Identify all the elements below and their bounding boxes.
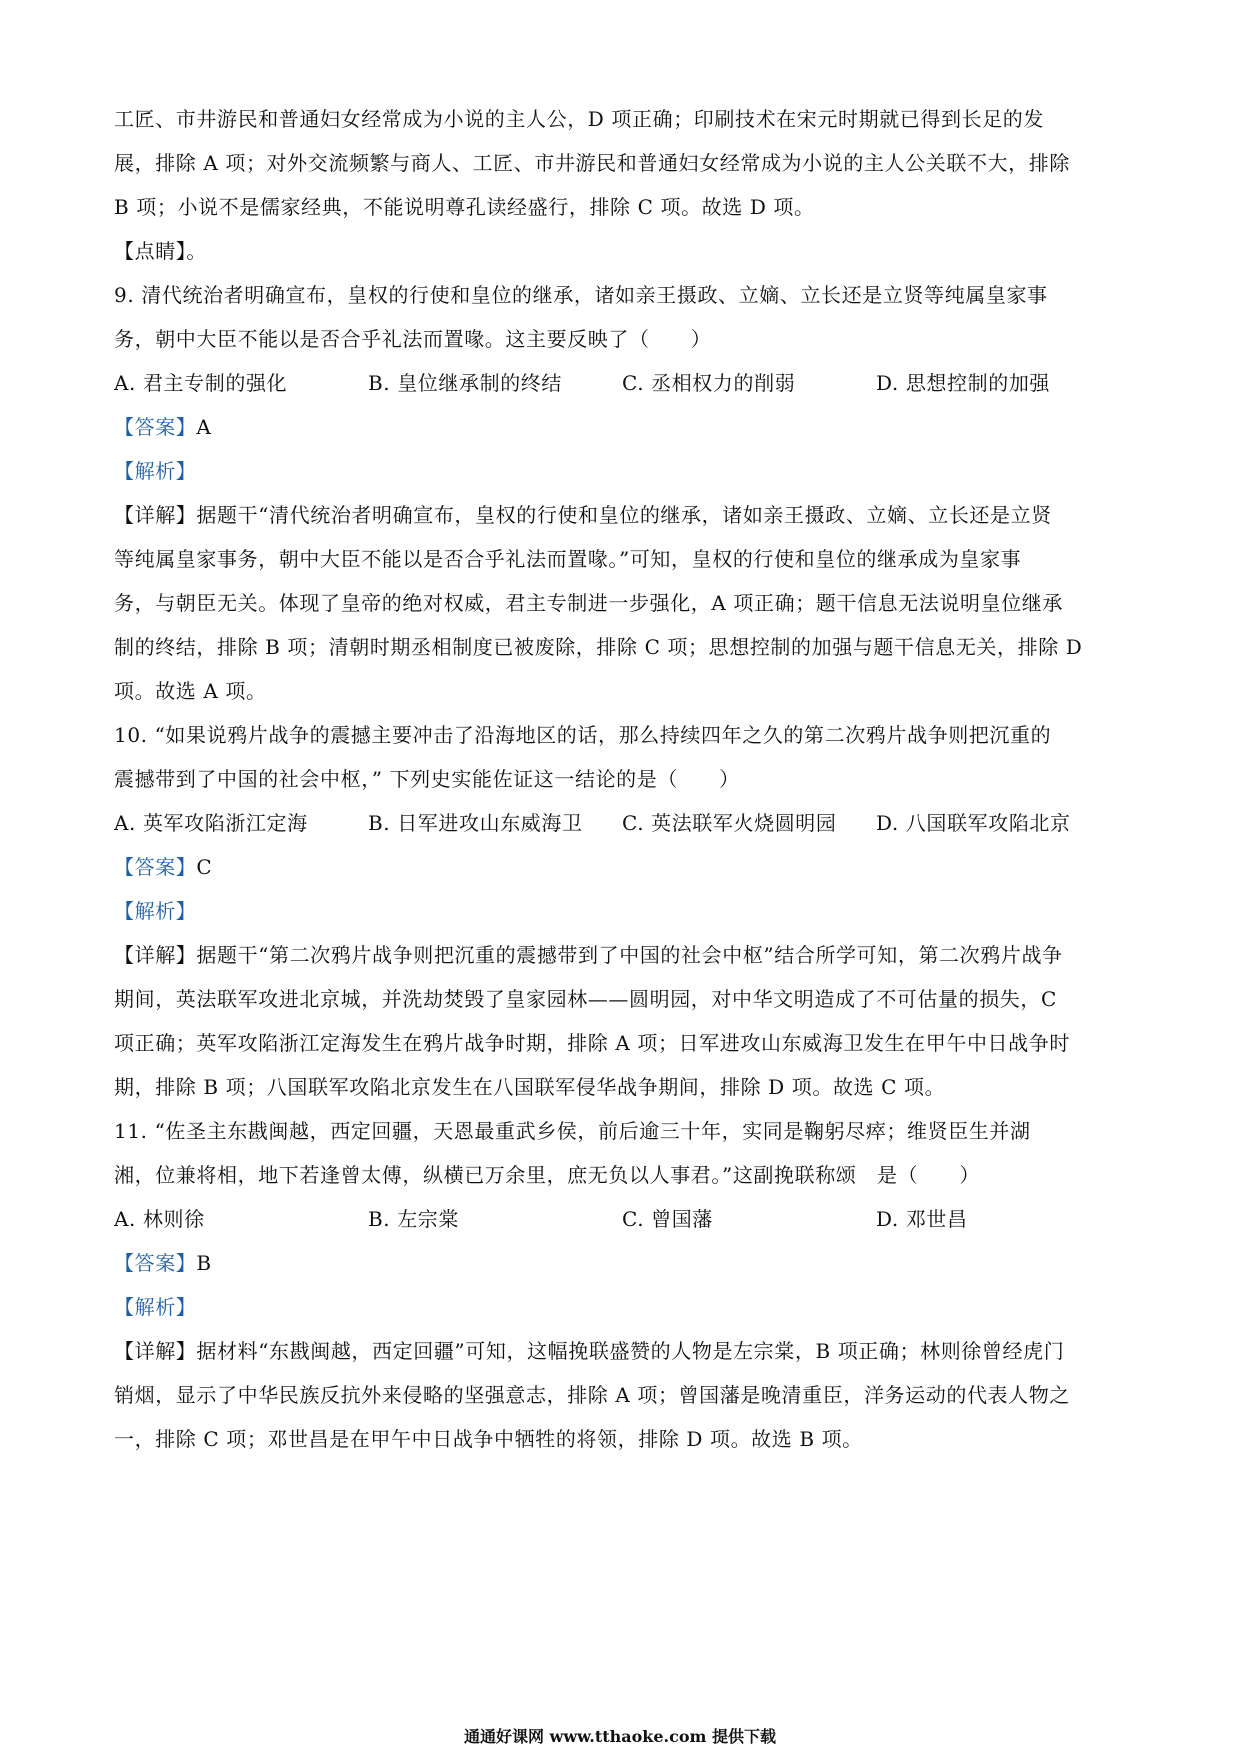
q9-detail-line-1 bbox=[114, 501, 1134, 529]
q11-option-d: D. 邓世昌 bbox=[876, 1207, 968, 1231]
q9-answer-value: A bbox=[196, 415, 212, 439]
detail-label: 【详解】 bbox=[114, 943, 197, 967]
q9-option-d: D. 思想控制的加强 bbox=[876, 371, 1051, 395]
q11-detail-line-2: 销烟，显示了中华民族反抗外来侵略的坚强意志，排除 A 项；曾国藩是晚清重臣，洋务运动的代表人物之 bbox=[114, 1383, 1070, 1407]
q11-stem-line-1: 11. “佐圣主东戡闽越，西定回疆，天恩最重武乡侯，前后逾三十年，实同是鞠躬尽瘁；维贤臣生并湖 bbox=[114, 1119, 1031, 1143]
q10-detail-line-2: 期间，英法联军攻进北京城，并洗劫焚毁了皇家园林——圆明园，对中华文明造成了不可估量的损失，C bbox=[114, 987, 1057, 1011]
q11-option-b: B. 左宗棠 bbox=[368, 1207, 460, 1231]
q11-detail-line-1 bbox=[114, 1337, 1134, 1365]
q9-answer bbox=[114, 413, 1134, 441]
q11-answer-value: B bbox=[196, 1251, 212, 1275]
q9-option-c: C. 丞相权力的削弱 bbox=[622, 371, 796, 395]
detail-label: 【详解】 bbox=[114, 503, 197, 527]
q10-detail-line-1 bbox=[114, 941, 1134, 969]
dianjing-label: 【点睛】。 bbox=[114, 239, 207, 263]
prev-analysis-line-2: 展，排除 A 项；对外交流频繁与商人、工匠、市井游民和普通妇女经常成为小说的主人公关联不大，排除 bbox=[114, 151, 1070, 175]
q9-detail-line-2: 等纯属皇家事务，朝中大臣不能以是否合乎礼法而置喙。”可知，皇权的行使和皇位的继承成为皇家事 bbox=[114, 547, 1022, 571]
footer-watermark: 通通好课网 www.tthaoke.com 提供下载 bbox=[463, 1727, 777, 1746]
q11-answer bbox=[114, 1249, 1134, 1277]
q11-stem-line-2: 湘，位兼将相，地下若逢曾太傅，纵横已万余里，庶无负以人事君。”这副挽联称颂 是（ ） bbox=[114, 1163, 981, 1187]
q9-detail-text-1: 据题干“清代统治者明确宣布，皇权的行使和皇位的继承，诸如亲王摄政、立嫡、立长还是立贤 bbox=[196, 503, 1052, 527]
q10-answer bbox=[114, 853, 1134, 881]
answer-label: 【答案】 bbox=[114, 415, 197, 439]
q10-stem-line-2: 震撼带到了中国的社会中枢，” 下列史实能佐证这一结论的是（ ） bbox=[114, 767, 740, 791]
q10-jiexi-label: 【解析】 bbox=[114, 899, 197, 923]
q9-option-b: B. 皇位继承制的终结 bbox=[368, 371, 563, 395]
q11-option-a: A. 林则徐 bbox=[114, 1207, 205, 1231]
q9-jiexi-label: 【解析】 bbox=[114, 459, 197, 483]
q11-jiexi-label: 【解析】 bbox=[114, 1295, 197, 1319]
answer-label: 【答案】 bbox=[114, 855, 197, 879]
q10-option-c: C. 英法联军火烧圆明园 bbox=[622, 811, 837, 835]
q10-detail-line-3: 项正确；英军攻陷浙江定海发生在鸦片战争时期，排除 A 项；日军进攻山东威海卫发生在甲午中日战争时 bbox=[114, 1031, 1070, 1055]
q9-stem-line-2: 务，朝中大臣不能以是否合乎礼法而置喙。这主要反映了（ ） bbox=[114, 327, 712, 351]
prev-analysis-line-3: B 项；小说不是儒家经典，不能说明尊孔读经盛行，排除 C 项。故选 D 项。 bbox=[114, 195, 815, 219]
q9-option-a: A. 君主专制的强化 bbox=[114, 371, 288, 395]
q9-detail-line-5: 项。故选 A 项。 bbox=[114, 679, 267, 703]
answer-label: 【答案】 bbox=[114, 1251, 197, 1275]
q10-stem-line-1: 10. “如果说鸦片战争的震撼主要冲击了沿海地区的话，那么持续四年之久的第二次鸦片战争则把沉重的 bbox=[114, 723, 1052, 747]
q10-detail-text-1: 据题干“第二次鸦片战争则把沉重的震撼带到了中国的社会中枢”结合所学可知，第二次鸦片战争 bbox=[196, 943, 1063, 967]
detail-label: 【详解】 bbox=[114, 1339, 197, 1363]
q9-detail-line-3: 务，与朝臣无关。体现了皇帝的绝对权威，君主专制进一步强化，A 项正确；题干信息无法说明皇位继承 bbox=[114, 591, 1063, 615]
q11-option-c: C. 曾国藩 bbox=[622, 1207, 713, 1231]
q9-stem-line-1: 9. 清代统治者明确宣布，皇权的行使和皇位的继承，诸如亲王摄政、立嫡、立长还是立贤等纯属皇家事 bbox=[114, 283, 1048, 307]
q11-detail-text-1: 据材料“东戡闽越，西定回疆”可知，这幅挽联盛赞的人物是左宗棠，B 项正确；林则徐曾经虎门 bbox=[196, 1339, 1065, 1363]
prev-analysis-line-1: 工匠、市井游民和普通妇女经常成为小说的主人公，D 项正确；印刷技术在宋元时期就已得到长足的发 bbox=[114, 107, 1044, 131]
q10-detail-line-4: 期，排除 B 项；八国联军攻陷北京发生在八国联军侵华战争期间，排除 D 项。故选 C 项。 bbox=[114, 1075, 946, 1099]
q10-answer-value: C bbox=[196, 855, 213, 879]
q11-detail-line-3: 一，排除 C 项；邓世昌是在甲午中日战争中牺牲的将领，排除 D 项。故选 B 项。 bbox=[114, 1427, 863, 1451]
q9-detail-line-4: 制的终结，排除 B 项；清朝时期丞相制度已被废除，排除 C 项；思想控制的加强与题干信息无关，排除 D bbox=[114, 635, 1083, 659]
q10-option-b: B. 日军进攻山东威海卫 bbox=[368, 811, 583, 835]
q10-option-a: A. 英军攻陷浙江定海 bbox=[114, 811, 308, 835]
q10-option-d: D. 八国联军攻陷北京 bbox=[876, 811, 1071, 835]
